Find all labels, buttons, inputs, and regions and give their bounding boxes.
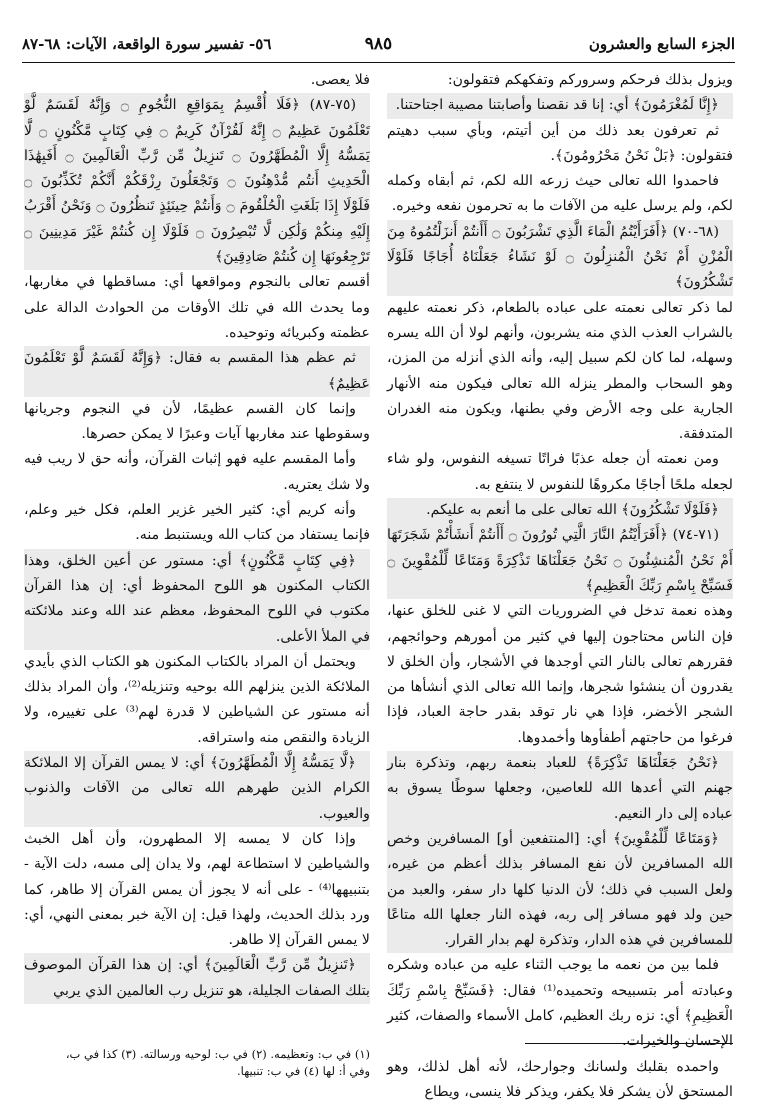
paragraph: ﴿وَمَتَاعًا لِّلْمُقْوِينَ﴾ أي: [المنتفعين أو] المسافرين وخص الله المسافرين لأن نفع المسافر بذلك أعظم من غيره، ولعل السبب في ذلك؛ لأن الدنيا كلها دار سفر، والعبد من حين ولد فهو مسافر إلى ربه، فهذه النار جعلها الله متاعًا للمسافرين في هذه الدار، وتذكرة لهم بدار القرار. xyxy=(387,827,733,953)
paragraph: ومن نعمته أن جعله عذبًا فراتًا تسيغه النفوس، ولو شاء لجعله ملحًا أجاجًا مكروهًا للنفوس لا ينتفع به. xyxy=(387,451,733,493)
paragraph: وهذه نعمة تدخل في الضروريات التي لا غنى للخلق عنها، فإن الناس محتاجون إليها في كثير من أمورهم وحوائجهم، فقررهم تعالى بالنار التي أوجدها في الأشجار، وأن الخلق لا يقدرون أن ينشئوا شجرها، وإنما الله تعالى الذي أنشأها من الشجر الأخضر، فإذا هي نار توقد بقدر حاجة العباد، فإذا فرغوا من حاجتهم أطفأوها وأخمدوها. xyxy=(387,603,733,746)
paragraph: واحمده بقلبك ولسانك وجوارحك، لأنه أهل لذلك، وهو المستحق لأن يشكر فلا يكفر، ويذكر فلا ينسى، ويطاع xyxy=(387,1058,733,1100)
footnote-line: وفي أ: لها (٤) في ب: تنبيها. xyxy=(237,1064,370,1078)
paragraph: لما ذكر تعالى نعمته على عباده بالطعام، ذكر نعمته عليهم بالشراب العذب الذي منه يشربون، وأنهم لولا أن الله يسره وسهله، لما كان لكم سبيل إليه، وأنه الذي أنزله من المزن، وهو السحاب والمطر ينزله الله تعالى فيكون منه الأنهار الجارية على وجه الأرض وفي بطنها، ويكون منه الغدران المتدفقة. xyxy=(387,299,733,443)
paragraph: ثم تعرفون بعد ذلك من أين أتيتم، وبأي سبب دهيتم فتقولون: ﴿بَلْ نَحْنُ مَحْرُومُونَ﴾. xyxy=(387,122,733,164)
header-surah-title: ٥٦- تفسير سورة الواقعة، الآيات: ٦٨-٨٧ xyxy=(22,35,272,53)
paragraph: ويزول بذلك فرحكم وسروركم وتفكهكم فتقولون: xyxy=(447,72,733,88)
paragraph: فلا يعصى. xyxy=(310,72,370,88)
paragraph: ﴿إِنَّا لَمُغْرَمُونَ﴾ أي: إنا قد نقصنا وأصابتنا مصيبة اجتاحتنا. xyxy=(387,93,733,118)
paragraph: وإذا كان لا يمسه إلا المطهرون، وأن أهل الخبث والشياطين لا استطاعة لهم، ولا يدان إلى مسه، دلت الآية - بتنبيهها⁽⁴⁾ - على أنه لا يجوز أن يمس القرآن إلا طاهر، كما ورد بذلك الحديث، ولهذا قيل: إن الآية خبر بمعنى النهي، أي: لا يمس القرآن إلا طاهر. xyxy=(24,830,370,949)
footnotes xyxy=(24,1046,370,1080)
header-part-title: الجزء السابع والعشرون xyxy=(588,35,735,53)
page-header xyxy=(22,30,735,58)
footnote-line: (١) في ب: وتعظيمه. (٢) في ب: لوحيه ورسالته. (٣) كذا في ب، xyxy=(65,1047,370,1061)
paragraph: ﴿لَّا يَمَسُّهُ إِلَّا الْمُطَهَّرُونَ﴾ أي: لا يمس القرآن إلا الملائكة الكرام الذين طهرهم الله تعالى من الآفات والذنوب والعيوب. xyxy=(24,751,370,827)
paragraph: ويحتمل أن المراد بالكتاب المكنون هو الكتاب الذي بأيدي الملائكة الذين ينزلهم الله بوحيه وتنزيله⁽²⁾، وأن المراد بذلك أنه مستور عن الشياطين لا قدرة لهم⁽³⁾ على تغييره، ولا الزيادة والنقص منه واستراقه. xyxy=(24,653,370,746)
paragraph: ﴿فِي كِتَابٍ مَّكْنُونٍ﴾ أي: مستور عن أعين الخلق، وهذا الكتاب المكنون هو اللوح المحفوظ أي: إن هذا القرآن مكتوب في اللوح المحفوظ، معظم عند الله وعند ملائكته في الملأ الأعلى. xyxy=(24,549,370,650)
right-column xyxy=(387,68,733,1105)
paragraph: ﴿نَحْنُ جَعَلْنَاهَا تَذْكِرَةً﴾ للعباد بنعمة ربهم، وتذكرة بنار جهنم التي أعدها الله للعاصين، وجعلها سوطًا يسوق به عباده إلى دار النعيم. xyxy=(387,751,733,827)
paragraph: (٧٥-٨٧) ﴿فَلَا أُقْسِمُ بِمَوَاقِعِ النُّجُومِ ۝ وَإِنَّهُ لَقَسَمٌ لَّوْ تَعْلَمُونَ عَظِيمٌ ۝ إِنَّهُ لَقُرْآنٌ كَرِيمٌ ۝ فِي كِتَابٍ مَّكْنُونٍ ۝ لَّا يَمَسُّهُ إِلَّا الْمُطَهَّرُونَ ۝ تَنزِيلٌ مِّن رَّبِّ الْعَالَمِينَ ۝ أَفَبِهَٰذَا الْحَدِيثِ أَنتُم مُّدْهِنُونَ ۝ وَتَجْعَلُونَ رِزْقَكُمْ أَنَّكُمْ تُكَذِّبُونَ ۝ فَلَوْلَا إِذَا بَلَغَتِ الْحُلْقُومَ ۝ وَأَنتُمْ حِينَئِذٍ تَنظُرُونَ ۝ وَنَحْنُ أَقْرَبُ إِلَيْهِ مِنكُمْ وَلَٰكِن لَّا تُبْصِرُونَ ۝ فَلَوْلَا إِن كُنتُمْ غَيْرَ مَدِينِينَ ۝ تَرْجِعُونَهَا إِن كُنتُمْ صَادِقِينَ﴾ xyxy=(24,93,370,270)
paragraph: وإنما كان القسم عظيمًا، لأن في النجوم وجريانها وسقوطها عند مغاربها آيات وعبرًا لا يمكن حصرها. xyxy=(24,400,370,443)
paragraph: ثم عظم هذا المقسم به فقال: ﴿وَإِنَّهُ لَقَسَمٌ لَّوْ تَعْلَمُونَ عَظِيمٌ﴾ xyxy=(24,346,370,397)
footnote-rule xyxy=(525,1043,733,1044)
paragraph: وأنه كريم أي: كثير الخير غزير العلم، فكل خير وعلم، فإنما يستفاد من كتاب الله ويستنبط منه. xyxy=(24,502,370,544)
paragraph: ﴿فَلَوْلَا تَشْكُرُونَ﴾ الله تعالى على ما أنعم به عليكم. xyxy=(387,498,733,523)
paragraph: وأما المقسم عليه فهو إثبات القرآن، وأنه حق لا ريب فيه ولا شك يعتريه. xyxy=(24,451,370,493)
header-page-number: ٩٨٥ xyxy=(364,34,393,54)
paragraph: (٧١-٧٤) ﴿أَفَرَأَيْتُمُ النَّارَ الَّتِي تُورُونَ ۝ أَأَنتُمْ أَنشَأْتُمْ شَجَرَتَهَا أَمْ نَحْنُ الْمُنشِئُونَ ۝ نَحْنُ جَعَلْنَاهَا تَذْكِرَةً وَمَتَاعًا لِّلْمُقْوِينَ ۝ فَسَبِّحْ بِاسْمِ رَبِّكَ الْعَظِيمِ﴾ xyxy=(387,523,733,599)
paragraph: (٦٨-٧٠) ﴿أَفَرَأَيْتُمُ الْمَاءَ الَّذِي تَشْرَبُونَ ۝ أَأَنتُمْ أَنزَلْتُمُوهُ مِنَ الْمُزْنِ أَمْ نَحْنُ الْمُنزِلُونَ ۝ لَوْ نَشَاءُ جَعَلْنَاهُ أُجَاجًا فَلَوْلَا تَشْكُرُونَ﴾ xyxy=(387,220,733,296)
paragraph: أقسم تعالى بالنجوم ومواقعها أي: مساقطها في مغاربها، وما يحدث الله في تلك الأوقات من الحوادث الدالة على عظمته وكبريائه وتوحيده. xyxy=(24,274,370,341)
paragraph: ﴿تَنزِيلٌ مِّن رَّبِّ الْعَالَمِينَ﴾ أي: إن هذا القرآن الموصوف بتلك الصفات الجليلة، هو تنزيل رب العالمين الذي يربي xyxy=(24,953,370,1004)
paragraph: فاحمدوا الله تعالى حيث زرعه الله لكم، ثم أبقاه وكمله لكم، ولم يرسل عليه من الآفات ما به تحرمون نفعه وخيره. xyxy=(387,173,733,215)
paragraph: فلما بين من نعمه ما يوجب الثناء عليه من عباده وشكره وعبادته أمر بتسبيحه وتحميده⁽¹⁾ فقال: ﴿فَسَبِّحْ بِاسْمِ رَبِّكَ الْعَظِيمِ﴾ أي: نزه ربك العظيم، كامل الأسماء والصفات، كثير الإحسان والخيرات. xyxy=(387,957,733,1050)
left-column xyxy=(24,68,370,1004)
header-rule xyxy=(22,62,735,63)
